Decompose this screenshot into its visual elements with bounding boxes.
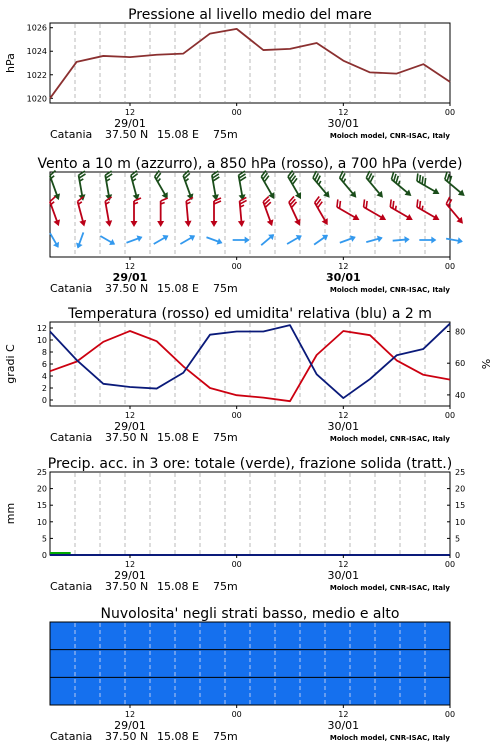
wind-barb-arrow xyxy=(431,237,436,244)
wind-barb xyxy=(157,198,168,227)
wind-barb-arrow xyxy=(457,237,463,245)
wind-barb xyxy=(101,171,116,201)
y-tick-label: 15 xyxy=(36,501,47,511)
x-tick-label: 12 xyxy=(124,411,136,420)
wind-barb-arrow xyxy=(162,232,170,241)
wind-barb-arrow xyxy=(406,214,415,223)
date-label: 29/01 xyxy=(114,420,146,433)
wind-panel xyxy=(37,156,469,295)
x-tick-label: 12 xyxy=(338,560,349,569)
wind-barb-shaft xyxy=(79,175,83,197)
wind-barb xyxy=(47,231,62,249)
wind-barb xyxy=(283,171,307,201)
temperature-panel xyxy=(4,306,493,444)
wind-barb-arrow xyxy=(217,238,224,246)
wind-barb-shaft xyxy=(364,207,383,218)
wind-barb xyxy=(442,197,469,226)
wind-barb-shaft xyxy=(78,201,84,222)
wind-barb-shaft xyxy=(366,178,380,195)
date-label: 29/01 xyxy=(114,117,146,130)
location-name: Catania xyxy=(50,730,93,743)
y-tick-label: 25 xyxy=(36,468,47,477)
date-label: 30/01 xyxy=(327,117,360,130)
wind-barb-arrow xyxy=(433,214,442,223)
wind-barb-shaft xyxy=(417,181,436,192)
wind-barb xyxy=(233,237,250,244)
x-tick-label: 12 xyxy=(338,262,349,271)
credit: Moloch model, CNR-ISAC, Italy xyxy=(329,286,450,294)
wind-barb xyxy=(131,198,142,227)
x-tick-label: 00 xyxy=(231,262,242,271)
location-lat: 37.50 N xyxy=(105,128,149,141)
wind-barb-shaft xyxy=(183,176,191,197)
location-lon: 15.08 E xyxy=(157,128,199,141)
credit: Moloch model, CNR-ISAC, Italy xyxy=(329,584,450,592)
wind-barb-arrow xyxy=(157,221,164,227)
wind-barb xyxy=(235,171,250,201)
wind-barb xyxy=(440,172,469,199)
location-name: Catania xyxy=(50,580,93,593)
y-tick-label: 1024 xyxy=(26,47,47,57)
wind-barb xyxy=(413,173,443,197)
wind-barb-flag xyxy=(161,198,168,201)
x-tick-label: 00 xyxy=(231,411,242,420)
wind-barb xyxy=(359,199,389,223)
pressure-panel xyxy=(4,7,455,141)
wind-barb xyxy=(46,197,66,228)
wind-barb xyxy=(308,171,335,200)
credit: Moloch model, CNR-ISAC, Italy xyxy=(329,435,450,443)
y-tick-label: 0 xyxy=(41,551,47,560)
wind-barb xyxy=(310,197,334,227)
wind-barb xyxy=(339,234,357,246)
date-label: 30/01 xyxy=(327,420,360,433)
y-tick-label: 60 xyxy=(455,359,466,369)
location-lat: 37.50 N xyxy=(105,580,149,593)
y-tick-label: 20 xyxy=(455,484,466,494)
x-tick-label: 12 xyxy=(124,108,136,117)
wind-barb xyxy=(387,172,416,199)
wind-barb-flag xyxy=(214,201,221,204)
date-label: 30/01 xyxy=(327,569,360,582)
wind-barb-arrow xyxy=(189,232,197,241)
wind-barb-shaft xyxy=(337,207,356,218)
wind-barb-arrow xyxy=(131,221,138,227)
wind-barb xyxy=(312,232,330,247)
y-axis-label: mm xyxy=(4,502,17,525)
wind-barb-arrow xyxy=(109,239,117,248)
wind-barb-arrow xyxy=(322,218,331,227)
y-tick-label: 4 xyxy=(41,372,47,381)
date-label: 30/01 xyxy=(326,271,361,284)
location-elevation: 75m xyxy=(213,282,238,295)
wind-barb-shaft xyxy=(212,175,216,197)
chart-title: Precip. acc. in 3 ore: totale (verde), frazione solida (tratt.) xyxy=(47,456,453,472)
wind-barb-arrow xyxy=(267,219,276,227)
credit: Moloch model, CNR-ISAC, Italy xyxy=(329,734,450,742)
y-tick-label: 8 xyxy=(41,348,47,357)
wind-barb-arrow xyxy=(53,219,62,227)
wind-barb xyxy=(335,171,362,200)
wind-barb-arrow xyxy=(350,234,357,242)
location-name: Catania xyxy=(50,431,93,444)
y-tick-label: 12 xyxy=(36,324,47,333)
chart-title: Temperatura (rosso) ed umidita' relativa (blu) a 2 m xyxy=(68,306,432,322)
wind-barb-arrow xyxy=(238,221,245,228)
y-tick-label: 10 xyxy=(455,517,466,527)
precipitation-panel xyxy=(4,456,465,593)
chart-title: Pressione al livello medio del mare xyxy=(128,7,372,23)
wind-barb-arrow xyxy=(295,192,304,201)
wind-barb xyxy=(285,232,303,247)
wind-barb xyxy=(127,171,145,202)
wind-barb-shaft xyxy=(105,201,109,223)
y-tick-label: 80 xyxy=(455,327,466,337)
credit: Moloch model, CNR-ISAC, Italy xyxy=(329,132,450,140)
wind-barb-arrow xyxy=(433,188,442,197)
location-elevation: 75m xyxy=(213,128,238,141)
wind-barb xyxy=(392,236,410,244)
y-tick-label: 0 xyxy=(41,396,47,405)
location-elevation: 75m xyxy=(213,730,238,743)
y-axis-label: hPa xyxy=(4,53,17,73)
wind-barb xyxy=(446,235,464,245)
wind-barb xyxy=(208,171,223,201)
x-tick-label: 00 xyxy=(231,108,242,117)
location-lat: 37.50 N xyxy=(105,282,149,295)
wind-barb xyxy=(333,199,363,223)
x-tick-label: 00 xyxy=(444,108,456,117)
wind-barb-shaft xyxy=(417,207,436,218)
location-elevation: 75m xyxy=(213,580,238,593)
wind-barb xyxy=(284,196,306,227)
wind-barb xyxy=(386,199,416,223)
y-tick-label: 5 xyxy=(41,534,47,544)
wind-barb xyxy=(73,197,91,228)
wind-barb xyxy=(236,197,249,227)
wind-barb xyxy=(413,199,443,223)
wind-barb xyxy=(365,234,383,245)
location-elevation: 75m xyxy=(213,431,238,444)
wind-barb-flag xyxy=(318,181,322,185)
wind-barb-arrow xyxy=(404,236,410,243)
wind-barb-arrow xyxy=(296,232,304,241)
wind-barb-arrow xyxy=(379,214,388,223)
x-tick-label: 12 xyxy=(338,108,349,117)
wind-barb xyxy=(205,234,223,246)
y-tick-label: 15 xyxy=(455,501,466,511)
x-tick-label: 12 xyxy=(124,560,136,569)
y-axis-label-right: % xyxy=(480,358,493,370)
x-tick-label: 12 xyxy=(124,262,136,271)
wind-barb-arrow xyxy=(79,220,87,228)
date-label: 30/01 xyxy=(327,719,360,732)
wind-barb xyxy=(125,234,143,246)
y-tick-label: 1020 xyxy=(26,94,47,104)
wind-barb-shaft xyxy=(445,179,462,193)
x-tick-label: 00 xyxy=(444,710,456,719)
y-axis-label: gradi C xyxy=(4,344,17,384)
x-tick-label: 12 xyxy=(124,710,136,719)
y-tick-label: 25 xyxy=(455,468,466,477)
location-lon: 15.08 E xyxy=(157,431,199,444)
location-lon: 15.08 E xyxy=(157,580,199,593)
x-tick-label: 00 xyxy=(444,560,456,569)
wind-barb xyxy=(179,232,197,247)
wind-barb xyxy=(211,198,222,227)
x-tick-label: 00 xyxy=(444,411,456,420)
wind-barb-arrow xyxy=(74,243,82,250)
wind-barb-arrow xyxy=(185,221,192,228)
y-tick-label: 10 xyxy=(36,517,47,527)
location-lat: 37.50 N xyxy=(105,431,149,444)
y-tick-label: 1022 xyxy=(26,70,47,80)
precipitation-frame xyxy=(50,472,450,555)
chart-title: Nuvolosita' negli strati basso, medio e alto xyxy=(100,606,400,622)
wind-barb xyxy=(74,231,86,249)
x-tick-label: 00 xyxy=(444,262,456,271)
wind-barb-shaft xyxy=(340,178,354,195)
y-tick-label: 10 xyxy=(36,336,47,345)
wind-barb xyxy=(183,197,196,227)
wind-barb xyxy=(179,171,199,202)
wind-barb-arrow xyxy=(294,219,303,227)
wind-barb xyxy=(419,237,436,244)
y-tick-label: 20 xyxy=(36,484,47,494)
wind-barb-shaft xyxy=(50,202,58,223)
date-label: 29/01 xyxy=(112,271,148,284)
wind-barb xyxy=(259,232,277,248)
wind-barb xyxy=(150,171,174,201)
wind-barb xyxy=(152,232,170,247)
y-tick-label: 1026 xyxy=(26,23,47,33)
wind-barb xyxy=(259,197,279,228)
y-tick-label: 0 xyxy=(455,551,461,560)
y-tick-label: 6 xyxy=(41,360,47,369)
wind-barb-shaft xyxy=(50,176,58,197)
wind-barb-flag xyxy=(343,179,347,183)
x-tick-label: 12 xyxy=(338,710,349,719)
wind-barb-shaft xyxy=(239,175,243,197)
clouds-panel xyxy=(50,606,455,743)
wind-barb-arrow xyxy=(211,221,218,227)
chart-title: Vento a 10 m (azzurro), a 850 hPa (rosso), a 700 hPa (verde) xyxy=(37,156,463,172)
wind-barb-shaft xyxy=(105,175,109,197)
x-tick-label: 12 xyxy=(338,411,349,420)
y-tick-label: 40 xyxy=(455,390,466,400)
x-tick-label: 00 xyxy=(231,560,242,569)
location-lon: 15.08 E xyxy=(157,282,199,295)
wind-barb-arrow xyxy=(53,242,62,250)
location-name: Catania xyxy=(50,128,93,141)
location-lat: 37.50 N xyxy=(105,730,149,743)
location-name: Catania xyxy=(50,282,93,295)
wind-barb xyxy=(99,233,117,248)
wind-barb-arrow xyxy=(137,234,144,242)
wind-barb-arrow xyxy=(353,214,362,223)
x-tick-label: 00 xyxy=(231,710,242,719)
wind-barb xyxy=(101,197,116,227)
y-tick-label: 5 xyxy=(455,534,461,544)
location-lon: 15.08 E xyxy=(157,730,199,743)
wind-barb-arrow xyxy=(245,237,250,244)
wind-barb-shaft xyxy=(446,204,460,221)
date-label: 29/01 xyxy=(114,719,146,732)
y-tick-label: 2 xyxy=(41,384,47,393)
date-label: 29/01 xyxy=(114,569,146,582)
wind-barb-arrow xyxy=(377,234,384,242)
wind-barb-arrow xyxy=(105,220,113,227)
